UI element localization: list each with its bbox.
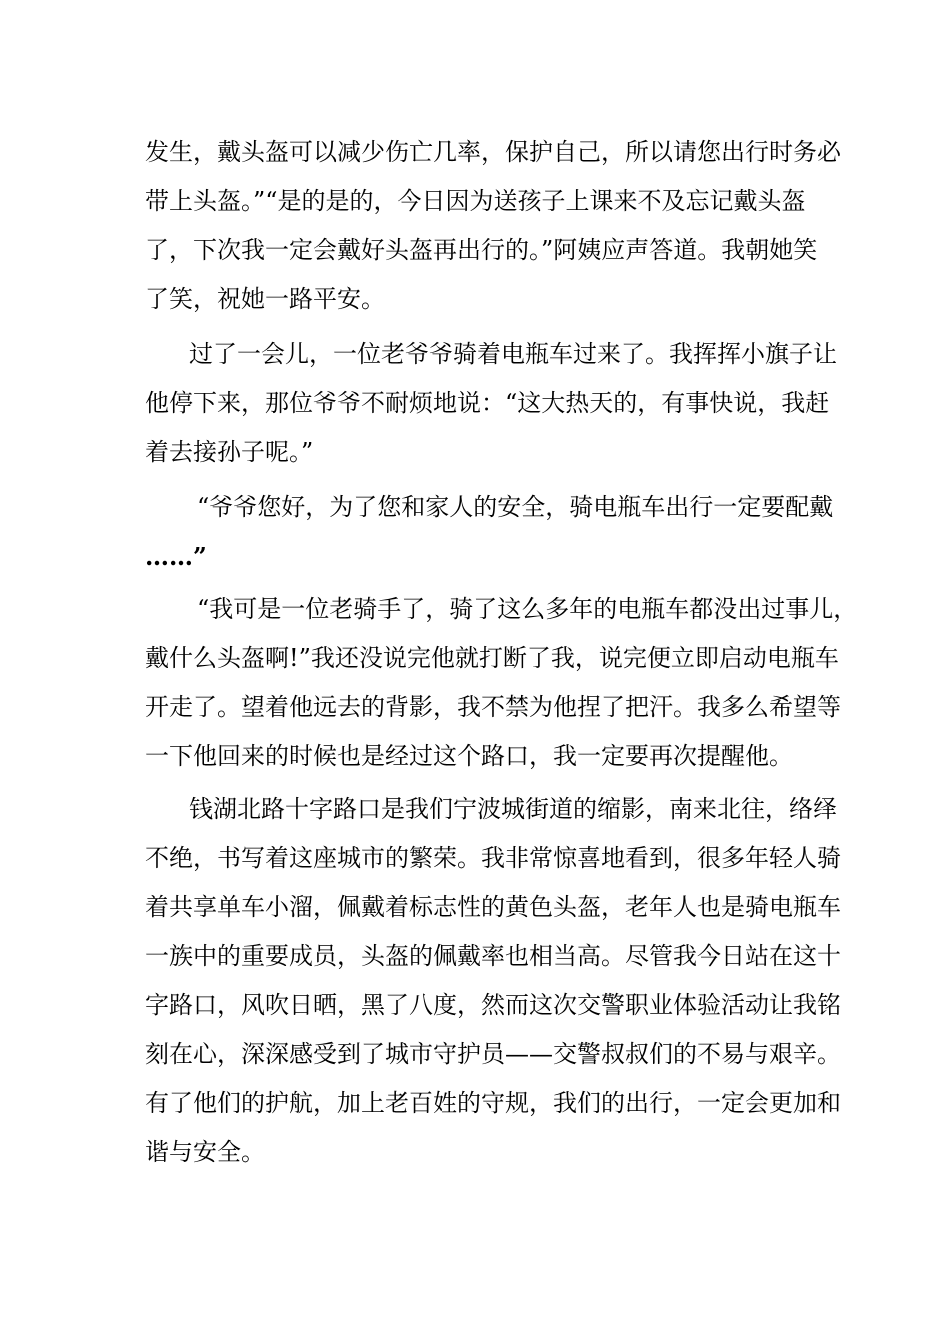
text-line: 不绝，书写着这座城市的繁荣。我非常惊喜地看到，很多年轻人骑 (145, 844, 841, 872)
text-line: 了，下次我一定会戴好头盔再出行的。”阿姨应声答道。我朝她笑 (145, 236, 818, 264)
text-line: 过了一会儿，一位老爷爷骑着电瓶车过来了。我挥挥小旗子让 (189, 340, 837, 368)
text-line: “爷爷您好，为了您和家人的安全，骑电瓶车出行一定要配戴 (197, 493, 834, 521)
paragraph (145, 330, 837, 477)
text-line: 钱湖北路十字路口是我们宁波城街道的缩影，南来北往，络绎 (189, 795, 837, 823)
paragraph (145, 128, 841, 324)
text-line: “我可是一位老骑手了，骑了这么多年的电瓶车都没出过事儿， (197, 595, 858, 623)
paragraph (145, 785, 841, 1177)
paragraph (145, 483, 834, 581)
text-line: 字路口，风吹日晒，黑了八度，然而这次交警职业体验活动让我铭 (145, 991, 841, 1019)
text-line: 了笑，祝她一路平安。 (145, 285, 385, 313)
text-line: 发生，戴头盔可以减少伤亡几率，保护自己，所以请您出行时务必 (145, 138, 841, 166)
text-line: 戴什么头盔啊!”我还没说完他就打断了我，说完便立即启动电瓶车 (145, 644, 839, 672)
text-line: ……” (145, 542, 207, 571)
text-line: 一族中的重要成员，头盔的佩戴率也相当高。尽管我今日站在这十 (145, 942, 841, 970)
text-line: 谐与安全。 (145, 1138, 265, 1166)
paragraph (145, 585, 858, 781)
text-line: 刻在心，深深感受到了城市守护员——交警叔叔们的不易与艰辛。 (145, 1040, 841, 1068)
text-line: 他停下来，那位爷爷不耐烦地说：“这大热天的，有事快说，我赶 (145, 389, 830, 417)
text-line: 着去接孙子呢。” (145, 438, 314, 466)
text-line: 带上头盔。”“是的是的，今日因为送孩子上课来不及忘记戴头盔 (145, 187, 806, 215)
text-line: 一下他回来的时候也是经过这个路口，我一定要再次提醒他。 (145, 742, 793, 770)
text-line: 有了他们的护航，加上老百姓的守规，我们的出行，一定会更加和 (145, 1089, 841, 1117)
document-body (145, 128, 858, 1177)
text-line: 开走了。望着他远去的背影，我不禁为他捏了把汗。我多么希望等 (145, 693, 841, 721)
text-line: 着共享单车小溜，佩戴着标志性的黄色头盔，老年人也是骑电瓶车 (145, 893, 841, 921)
